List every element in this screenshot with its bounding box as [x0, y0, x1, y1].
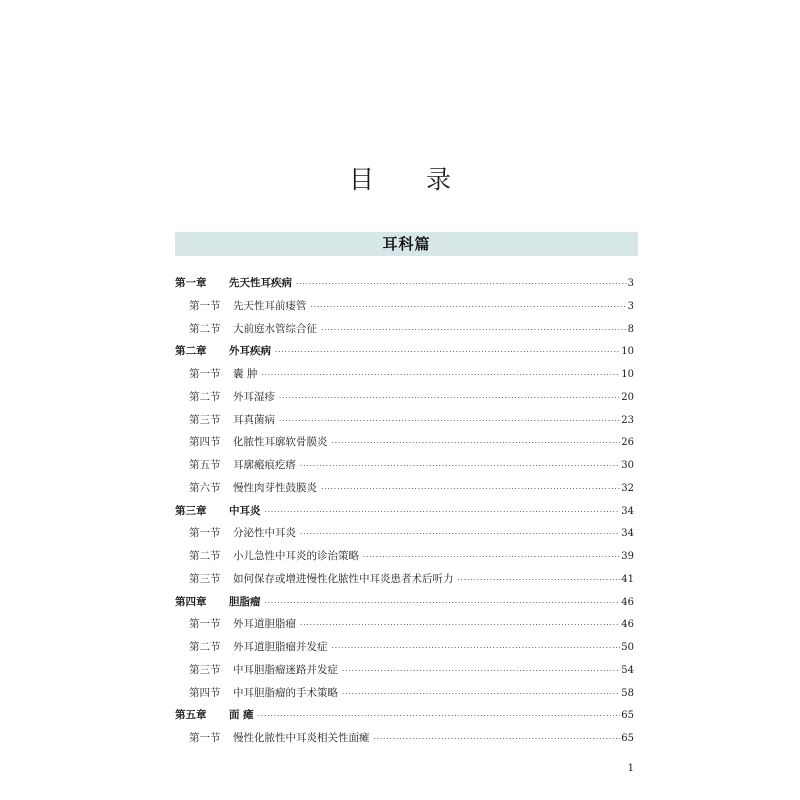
toc-entry-page: 3 [627, 278, 634, 289]
toc-entry-number: 第三节 [189, 413, 221, 426]
toc-entry-number: 第二章 [175, 345, 207, 358]
toc-entry-page: 54 [621, 664, 634, 676]
toc-entry-number: 第六节 [189, 481, 221, 494]
page-number: 1 [627, 763, 634, 774]
toc-chapter-row[interactable] [175, 340, 634, 363]
toc-leader-dots [300, 455, 620, 478]
toc-leader-dots [332, 637, 621, 660]
toc-entry-title: 中耳胆脂瘤的手术策略 [233, 686, 338, 699]
toc-entry-number: 第二节 [189, 550, 221, 562]
toc-entry-title: 耳真菌病 [233, 413, 275, 426]
toc-entry-number: 第四章 [175, 595, 207, 608]
toc-entry-number: 第一节 [189, 618, 221, 631]
toc-section-row[interactable] [175, 386, 634, 409]
section-heading: 耳科篇 [175, 232, 638, 256]
toc-leader-dots [342, 660, 620, 683]
toc-chapter-row[interactable] [175, 272, 634, 295]
toc-entry-page: 41 [621, 573, 634, 585]
toc-entry-page: 20 [621, 391, 634, 403]
toc-section-row[interactable] [175, 318, 634, 341]
toc-leader-dots [258, 705, 621, 728]
toc-entry-title: 大前庭水管综合征 [233, 322, 317, 335]
toc-section-row[interactable] [175, 477, 634, 500]
toc-section-row[interactable] [175, 295, 634, 318]
toc-leader-dots [296, 273, 627, 296]
toc-entry-page: 46 [621, 619, 634, 631]
toc-entry-title: 外耳道胆脂瘤 [233, 618, 296, 631]
toc-entry-title: 如何保存或增进慢性化脓性中耳炎患者术后听力 [233, 572, 454, 585]
toc-leader-dots [363, 546, 620, 569]
toc-entry-number: 第一节 [189, 732, 221, 744]
toc-section-row[interactable] [175, 363, 634, 386]
toc-leader-dots [279, 387, 620, 410]
toc-entry-number: 第二节 [189, 390, 221, 403]
toc-entry-title: 中耳胆脂瘤迷路并发症 [233, 663, 338, 676]
toc-entry-page: 3 [627, 300, 634, 312]
toc-section-row[interactable] [175, 613, 634, 636]
toc-leader-dots [279, 410, 620, 433]
toc-entry-page: 58 [621, 687, 634, 699]
toc-entry-number: 第三章 [175, 504, 207, 517]
toc-entry-title: 外耳疾病 [229, 345, 271, 358]
toc-section-row[interactable] [175, 636, 634, 659]
toc-entry-page: 10 [621, 346, 634, 358]
toc-entry-number: 第五节 [189, 459, 221, 471]
toc-leader-dots [300, 614, 620, 637]
toc-entry-title: 小儿急性中耳炎的诊治策略 [233, 550, 359, 562]
toc-entry-title: 囊 肿 [233, 368, 258, 380]
toc-leader-dots [374, 728, 621, 751]
toc-leader-dots [275, 341, 620, 364]
toc-section-row[interactable] [175, 682, 634, 705]
toc-leader-dots [321, 319, 627, 342]
toc-entry-title: 胆脂瘤 [229, 595, 261, 608]
toc-leader-dots [458, 569, 621, 592]
toc-section-row[interactable] [175, 454, 634, 477]
toc-entry-title: 外耳湿疹 [233, 390, 275, 403]
toc-entry-number: 第二节 [189, 641, 221, 653]
toc-entry-title: 先天性耳前瘘管 [233, 299, 307, 312]
toc-leader-dots [311, 296, 627, 319]
toc-section-row[interactable] [175, 659, 634, 682]
toc-entry-title: 先天性耳疾病 [229, 277, 292, 289]
toc-leader-dots [332, 432, 621, 455]
toc-entry-page: 10 [621, 369, 634, 380]
toc-entry-page: 32 [621, 482, 634, 494]
toc-entry-page: 34 [621, 505, 634, 517]
toc-section-row[interactable] [175, 568, 634, 591]
toc-entry-title: 面 瘫 [229, 709, 254, 722]
toc-leader-dots [261, 364, 620, 387]
table-of-contents [175, 272, 634, 750]
toc-leader-dots [265, 592, 621, 615]
toc-entry-page: 30 [621, 460, 634, 471]
toc-entry-title: 慢性化脓性中耳炎相关性面瘫 [233, 732, 370, 744]
toc-entry-title: 外耳道胆脂瘤并发症 [233, 641, 328, 653]
toc-leader-dots [321, 478, 620, 501]
toc-entry-number: 第四节 [189, 436, 221, 449]
toc-entry-page: 26 [621, 437, 634, 449]
toc-leader-dots [342, 683, 620, 706]
toc-entry-page: 50 [621, 642, 634, 653]
toc-entry-number: 第一节 [189, 368, 221, 380]
page-title: 目 录 [349, 165, 473, 194]
toc-entry-page: 8 [627, 323, 634, 335]
toc-chapter-row[interactable] [175, 591, 634, 614]
toc-section-row[interactable] [175, 727, 634, 750]
toc-section-row[interactable] [175, 431, 634, 454]
toc-chapter-row[interactable] [175, 500, 634, 523]
toc-section-row[interactable] [175, 409, 634, 432]
toc-entry-title: 分泌性中耳炎 [233, 527, 296, 540]
toc-entry-number: 第三节 [189, 663, 221, 676]
toc-leader-dots [265, 501, 621, 524]
toc-entry-page: 34 [621, 528, 634, 540]
toc-section-row[interactable] [175, 545, 634, 568]
toc-entry-title: 耳廓瘢痕疙瘩 [233, 459, 296, 471]
toc-entry-number: 第三节 [189, 572, 221, 585]
toc-chapter-row[interactable] [175, 704, 634, 727]
toc-entry-page: 65 [621, 710, 634, 722]
toc-entry-title: 中耳炎 [229, 504, 261, 517]
toc-entry-number: 第一节 [189, 527, 221, 540]
toc-entry-number: 第二节 [189, 322, 221, 335]
toc-entry-number: 第一章 [175, 277, 207, 289]
toc-entry-number: 第五章 [175, 709, 207, 722]
toc-entry-page: 39 [621, 551, 634, 562]
toc-leader-dots [300, 523, 620, 546]
toc-section-row[interactable] [175, 522, 634, 545]
toc-entry-title: 化脓性耳廓软骨膜炎 [233, 436, 328, 449]
toc-entry-number: 第一节 [189, 299, 221, 312]
toc-entry-page: 23 [621, 414, 634, 426]
toc-entry-number: 第四节 [189, 686, 221, 699]
toc-entry-page: 46 [621, 596, 634, 608]
toc-entry-page: 65 [621, 733, 634, 744]
toc-entry-title: 慢性肉芽性鼓膜炎 [233, 481, 317, 494]
